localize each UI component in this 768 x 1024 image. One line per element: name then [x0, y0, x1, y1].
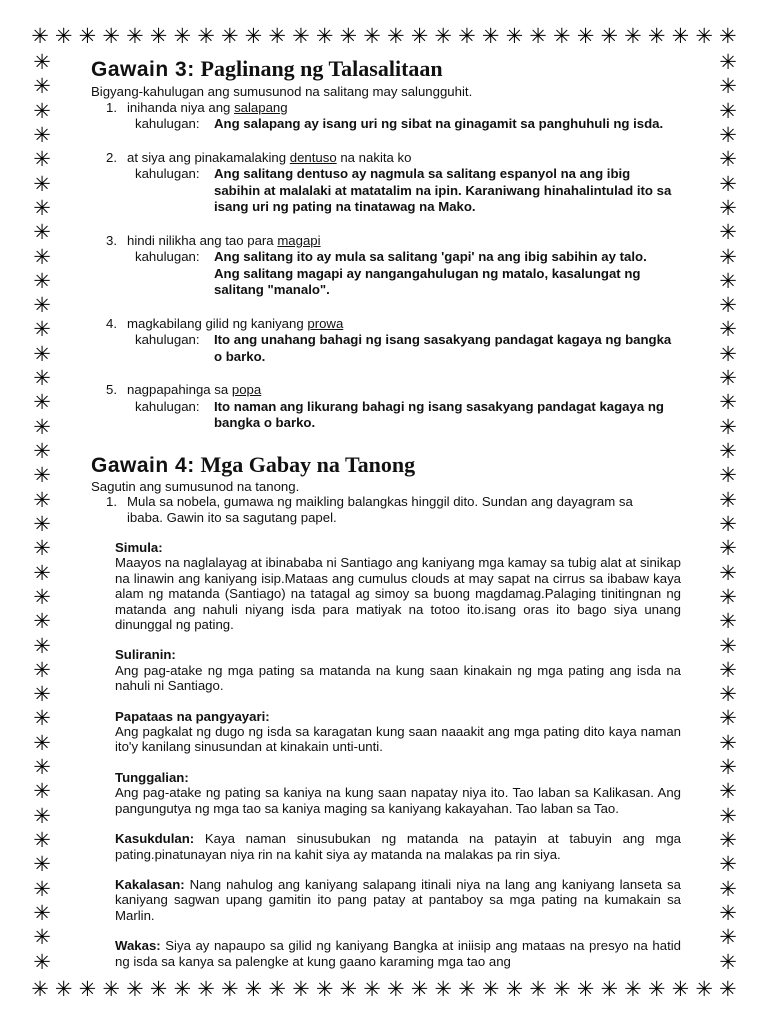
border-star-icon: ✳: [529, 24, 547, 48]
border-star-icon: ✳: [33, 341, 51, 366]
border-right: [716, 52, 740, 972]
outline-section: [115, 647, 681, 693]
gawain4-instruction: Sagutin ang sumusunod na tanong.: [91, 478, 300, 494]
border-star-icon: ✳: [33, 74, 51, 99]
border-star-icon: ✳: [719, 900, 737, 925]
border-star-icon: ✳: [647, 24, 666, 48]
border-star-icon: ✳: [719, 536, 737, 561]
border-star-icon: ✳: [600, 24, 619, 48]
section-text: Kaya naman sinusubukan ng matanda na patayin at tabuyin ang mga pating.pinatunayan niya rin na kahit siya ay matanda na malakas pa rin siya.: [115, 831, 681, 862]
border-star-icon: ✳: [33, 147, 51, 172]
underlined-word: salapang: [234, 99, 288, 115]
underlined-word: prowa: [307, 315, 344, 331]
border-star-icon: ✳: [54, 24, 73, 48]
border-star-icon: ✳: [220, 24, 239, 48]
border-star-icon: ✳: [719, 74, 737, 99]
border-star-icon: ✳: [529, 977, 547, 1001]
border-star-icon: ✳: [197, 977, 215, 1001]
border-star-icon: ✳: [719, 609, 737, 634]
border-star-icon: ✳: [719, 171, 737, 196]
border-star-icon: ✳: [149, 977, 168, 1001]
border-star-icon: ✳: [719, 560, 737, 585]
definition-text: Ang salitang ito ay mula sa salitang 'gapi' na ang ibig sabihin ay talo. Ang salitang magapi ay nangangahulugan ng matalo, kasalungat ng salitang "manalo".: [214, 249, 647, 297]
border-star-icon: ✳: [719, 584, 737, 609]
section-text: Nang nahulog ang kaniyang salapang itinali niya na lang ang kaniyang lanseta sa kaniyang sagwan upang gamitin ito pang patay at pantaboy sa mga pating na kumakain sa Marlin.: [115, 876, 681, 923]
border-star-icon: ✳: [33, 682, 51, 707]
border-star-icon: ✳: [719, 220, 737, 245]
border-star-icon: ✳: [363, 977, 381, 1001]
border-star-icon: ✳: [33, 560, 51, 585]
item-number: 3.: [106, 232, 117, 248]
border-star-icon: ✳: [719, 317, 737, 342]
section-text: Ang pag-atake ng pating sa kaniya na kung saan napatay niya ito. Tao laban sa Kalikasan. Ang pangungutya ng mga tao sa kaniya maging sa kaniyang kakayahan. Tao laban sa Tao.: [115, 785, 681, 816]
border-star-icon: ✳: [33, 463, 51, 488]
definition-text: Ang salapang ay isang uri ng sibat na ginagamit sa panghuhuli ng isda.: [214, 116, 664, 131]
border-star-icon: ✳: [695, 977, 713, 1001]
border-star-icon: ✳: [719, 414, 737, 439]
section-text: Ang pag-atake ng mga pating sa matanda na kung saan kinakain ng mga pating ang isda na nahuli ni Santiago.: [115, 662, 681, 694]
section-text: Ang pagkalat ng dugo ng isda sa karagatan kung saan naaakit ang mga pating dito kaya naman ito'y kanilang sinusundan at kinakain unti-unti.: [115, 724, 681, 755]
outline-section: [115, 540, 681, 632]
border-star-icon: ✳: [173, 24, 192, 48]
border-star-icon: ✳: [719, 487, 737, 512]
border-star-icon: ✳: [102, 24, 120, 48]
border-star-icon: ✳: [33, 584, 51, 609]
border-star-icon: ✳: [33, 220, 51, 245]
outline-section: [115, 770, 681, 816]
border-bottom: [30, 979, 738, 999]
border-star-icon: ✳: [173, 977, 192, 1001]
border-star-icon: ✳: [719, 730, 737, 755]
gawain4-heading: [91, 452, 681, 479]
sentence-text: inihanda niya ang salapang: [127, 99, 288, 115]
gawain3-heading: [91, 56, 681, 83]
border-star-icon: ✳: [386, 24, 405, 48]
border-star-icon: ✳: [671, 24, 690, 48]
border-star-icon: ✳: [33, 755, 51, 780]
border-star-icon: ✳: [719, 852, 737, 877]
border-star-icon: ✳: [719, 463, 737, 488]
vocab-sentence: [91, 100, 681, 117]
border-left: [30, 52, 54, 972]
border-star-icon: ✳: [434, 24, 453, 48]
border-star-icon: ✳: [126, 24, 144, 48]
border-star-icon: ✳: [33, 779, 51, 804]
border-star-icon: ✳: [33, 803, 51, 828]
item-number: 5.: [106, 382, 117, 397]
border-star-icon: ✳: [363, 24, 381, 48]
border-star-icon: ✳: [719, 195, 737, 220]
border-star-icon: ✳: [553, 24, 571, 48]
border-star-icon: ✳: [33, 949, 51, 974]
definition-text: Ito ang unahang bahagi ng isang sasakyang pandagat kagaya ng bangka o barko.: [214, 332, 672, 364]
underlined-word: magapi: [277, 232, 321, 248]
border-star-icon: ✳: [126, 977, 144, 1001]
gawain3-prefix: Gawain 3:: [91, 58, 195, 81]
border-star-icon: ✳: [33, 390, 51, 415]
border-star-icon: ✳: [339, 977, 358, 1001]
section-label: Tunggalian:: [115, 769, 189, 785]
border-star-icon: ✳: [31, 977, 49, 1001]
border-star-icon: ✳: [719, 682, 737, 707]
page-content: [91, 56, 681, 969]
sentence-text: hindi nilikha ang tao para magapi: [127, 232, 321, 248]
border-star-icon: ✳: [719, 98, 737, 123]
border-star-icon: ✳: [33, 900, 51, 925]
border-star-icon: ✳: [410, 977, 429, 1001]
sentence-text: nagpapahinga sa popa: [127, 382, 262, 397]
border-star-icon: ✳: [78, 24, 97, 48]
question-text: Mula sa nobela, gumawa ng maikling balangkas hinggil dito. Sundan ang dayagram sa ibaba. Gawin ito sa sagutang papel.: [127, 494, 633, 525]
border-star-icon: ✳: [719, 706, 737, 731]
border-star-icon: ✳: [315, 977, 334, 1001]
border-star-icon: ✳: [33, 122, 51, 147]
border-star-icon: ✳: [292, 977, 310, 1001]
border-star-icon: ✳: [244, 24, 263, 48]
border-star-icon: ✳: [33, 244, 51, 269]
border-star-icon: ✳: [576, 977, 595, 1001]
border-star-icon: ✳: [315, 24, 334, 48]
border-star-icon: ✳: [33, 268, 51, 293]
section-label: Kakalasan:: [115, 876, 185, 892]
border-star-icon: ✳: [33, 925, 51, 950]
border-star-icon: ✳: [33, 828, 51, 852]
outline-section: [115, 831, 681, 862]
definition-row: [135, 166, 681, 216]
border-star-icon: ✳: [719, 268, 737, 293]
definition-row: [135, 116, 681, 133]
border-star-icon: ✳: [719, 977, 737, 1001]
border-star-icon: ✳: [33, 730, 51, 755]
vocab-item: [91, 150, 681, 216]
border-star-icon: ✳: [54, 977, 73, 1001]
border-star-icon: ✳: [33, 98, 51, 123]
border-star-icon: ✳: [553, 977, 571, 1001]
border-star-icon: ✳: [481, 24, 500, 48]
border-star-icon: ✳: [719, 657, 737, 682]
border-star-icon: ✳: [719, 803, 737, 828]
outline-section: [115, 709, 681, 755]
border-star-icon: ✳: [719, 341, 737, 366]
definition-row: [135, 399, 681, 432]
border-star-icon: ✳: [576, 24, 595, 48]
border-star-icon: ✳: [33, 609, 51, 634]
border-star-icon: ✳: [244, 977, 263, 1001]
border-star-icon: ✳: [33, 852, 51, 877]
border-star-icon: ✳: [719, 24, 737, 48]
border-star-icon: ✳: [33, 50, 51, 74]
border-star-icon: ✳: [719, 122, 737, 147]
vocab-item: [91, 382, 681, 432]
border-star-icon: ✳: [386, 977, 405, 1001]
section-text: Siya ay napaupo sa gilid ng kaniyang Bangka at iniisip ang mataas na presyo na hatid ng isda sa kanya sa palengke at kung gaano karaming mga tao ang: [115, 938, 681, 969]
border-star-icon: ✳: [719, 779, 737, 804]
border-star-icon: ✳: [624, 24, 642, 48]
border-star-icon: ✳: [339, 24, 358, 48]
border-star-icon: ✳: [719, 876, 737, 901]
section-label: Wakas:: [115, 938, 161, 954]
border-star-icon: ✳: [719, 949, 737, 974]
border-star-icon: ✳: [505, 24, 524, 48]
item-number: 2.: [106, 149, 117, 165]
border-star-icon: ✳: [33, 171, 51, 196]
vocab-item: [91, 233, 681, 299]
border-star-icon: ✳: [719, 390, 737, 415]
border-star-icon: ✳: [197, 24, 215, 48]
section-label: Simula:: [115, 540, 163, 555]
border-star-icon: ✳: [31, 24, 49, 48]
border-star-icon: ✳: [719, 366, 737, 391]
border-star-icon: ✳: [647, 977, 666, 1001]
border-star-icon: ✳: [719, 293, 737, 318]
border-star-icon: ✳: [434, 977, 453, 1001]
section-text: Maayos na naglalayag at ibinababa ni Santiago ang kaniyang mga kamay sa tubig alat at sinikap na linawin ang kaniyang isip.Mataas ang cumulus clouds at may sapat na cirrus sa ibabaw kaya alam ng matanda (Santiago) na tatagal ag simoy sa buong magdamag.Palaging tinitingnan ng matanda ang nahuli niyang isda para matiyak na totoo ito.isang oras ito bago siya unang dinunggal ng pating.: [115, 555, 681, 633]
definition-label: kahulugan:: [135, 249, 200, 264]
border-star-icon: ✳: [33, 536, 51, 561]
border-star-icon: ✳: [671, 977, 690, 1001]
border-star-icon: ✳: [719, 50, 737, 74]
sentence-text: magkabilang gilid ng kaniyang prowa: [127, 315, 344, 331]
border-star-icon: ✳: [33, 317, 51, 342]
vocab-item: [91, 100, 681, 133]
border-star-icon: ✳: [719, 925, 737, 950]
question-number: 1.: [106, 494, 117, 509]
border-star-icon: ✳: [505, 977, 524, 1001]
border-star-icon: ✳: [268, 24, 286, 48]
border-star-icon: ✳: [78, 977, 97, 1001]
section-label: Papataas na pangyayari:: [115, 708, 270, 724]
definition-text: Ang salitang dentuso ay nagmula sa salitang espanyol na ang ibig sabihin at malalaki at matatalim na ipin. Karaniwang hinahalintulad ito sa isang uri ng pating na tinatawag na Mako.: [214, 166, 672, 214]
border-star-icon: ✳: [481, 977, 500, 1001]
border-star-icon: ✳: [33, 195, 51, 220]
definition-label: kahulugan:: [135, 166, 200, 181]
border-star-icon: ✳: [149, 24, 168, 48]
definition-text: Ito naman ang likurang bahagi ng isang sasakyang pandagat kagaya ng bangka o barko.: [214, 398, 664, 430]
border-star-icon: ✳: [719, 755, 737, 780]
definition-row: [135, 249, 681, 299]
border-star-icon: ✳: [102, 977, 120, 1001]
border-star-icon: ✳: [719, 633, 737, 658]
border-star-icon: ✳: [719, 828, 737, 852]
vocab-sentence: [91, 382, 681, 399]
gawain3-instruction: Bigyang-kahulugan ang sumusunod na salitang may salungguhit.: [91, 84, 473, 99]
gawain4-prefix: Gawain 4:: [91, 453, 195, 477]
border-star-icon: ✳: [33, 876, 51, 901]
vocab-sentence: [91, 233, 681, 250]
gawain4-title: Mga Gabay na Tanong: [200, 451, 416, 477]
border-star-icon: ✳: [600, 977, 619, 1001]
vocabulary-list: [91, 100, 681, 432]
border-star-icon: ✳: [33, 706, 51, 731]
section-label: Suliranin:: [115, 647, 176, 663]
definition-label: kahulugan:: [135, 332, 200, 347]
border-star-icon: ✳: [624, 977, 642, 1001]
item-number: 4.: [106, 315, 117, 331]
border-star-icon: ✳: [719, 244, 737, 269]
border-star-icon: ✳: [33, 293, 51, 318]
definition-label: kahulugan:: [135, 398, 200, 414]
sentence-text: at siya ang pinakamalaking dentuso na nakita ko: [127, 149, 412, 165]
border-star-icon: ✳: [33, 511, 51, 536]
question-item: [91, 494, 681, 526]
border-star-icon: ✳: [220, 977, 239, 1001]
underlined-word: dentuso: [289, 149, 337, 165]
border-star-icon: ✳: [292, 24, 310, 48]
border-star-icon: ✳: [719, 147, 737, 172]
border-star-icon: ✳: [268, 977, 286, 1001]
gawain3-title: Paglinang ng Talasalitaan: [200, 56, 443, 81]
border-star-icon: ✳: [719, 439, 737, 463]
border-star-icon: ✳: [33, 366, 51, 391]
border-star-icon: ✳: [33, 439, 51, 463]
section-label: Kasukdulan:: [115, 831, 195, 847]
item-number: 1.: [106, 99, 117, 115]
definition-label: kahulugan:: [135, 116, 200, 131]
border-star-icon: ✳: [458, 24, 476, 48]
border-star-icon: ✳: [410, 24, 429, 48]
border-star-icon: ✳: [695, 24, 713, 48]
outline-section: [115, 938, 681, 969]
border-star-icon: ✳: [33, 487, 51, 512]
border-top: [30, 26, 738, 46]
border-star-icon: ✳: [33, 414, 51, 439]
vocab-item: [91, 316, 681, 366]
border-star-icon: ✳: [33, 633, 51, 658]
border-star-icon: ✳: [458, 977, 476, 1001]
outline-section: [115, 877, 681, 923]
border-star-icon: ✳: [33, 657, 51, 682]
vocab-sentence: [91, 150, 681, 167]
border-star-icon: ✳: [719, 511, 737, 536]
definition-row: [135, 332, 681, 365]
vocab-sentence: [91, 316, 681, 333]
outline-sections: [91, 540, 681, 969]
underlined-word: popa: [231, 382, 262, 397]
